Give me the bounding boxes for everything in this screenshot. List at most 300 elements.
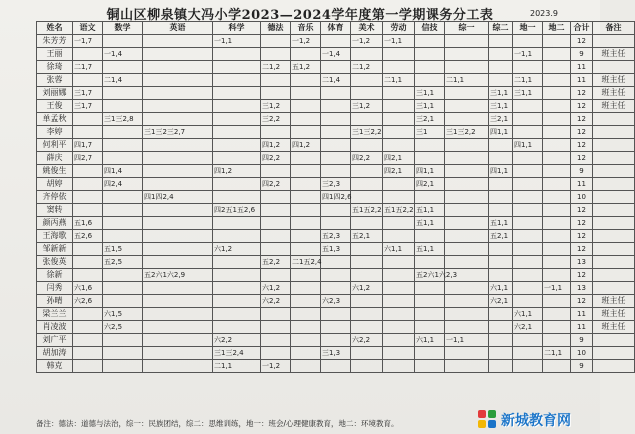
table-row [37, 243, 635, 256]
table-row [37, 282, 635, 295]
column-header: 音乐 [291, 22, 321, 35]
assignment-cell [351, 295, 383, 308]
assignment-cell [143, 204, 213, 217]
assignment-cell: 六2,1 [513, 321, 543, 334]
assignment-cell [261, 321, 291, 334]
assignment-cell [445, 87, 489, 100]
note-cell [593, 165, 635, 178]
assignment-cell [513, 269, 543, 282]
assignment-cell [103, 347, 143, 360]
assignment-cell: 六1,2 [213, 243, 261, 256]
assignment-cell: 五1,1 [415, 204, 445, 217]
assignment-cell [321, 360, 351, 373]
assignment-cell [73, 269, 103, 282]
assignment-cell [143, 243, 213, 256]
assignment-cell [321, 165, 351, 178]
assignment-cell [543, 35, 571, 48]
assignment-cell: 五1,5 [103, 243, 143, 256]
note-cell: 班主任 [593, 87, 635, 100]
teacher-name-cell: 胡加涛 [37, 347, 73, 360]
assignment-cell [543, 321, 571, 334]
assignment-cell [73, 126, 103, 139]
assignment-cell [543, 152, 571, 165]
assignment-cell [103, 282, 143, 295]
assignment-cell [143, 334, 213, 347]
assignment-cell [383, 334, 415, 347]
assignment-cell [321, 217, 351, 230]
assignment-cell [321, 61, 351, 74]
assignment-cell [415, 35, 445, 48]
note-cell [593, 360, 635, 373]
assignment-cell [73, 204, 103, 217]
assignment-cell [543, 139, 571, 152]
assignment-cell [415, 360, 445, 373]
assignment-cell [261, 230, 291, 243]
assignment-cell [445, 48, 489, 61]
assignment-cell [513, 230, 543, 243]
assignment-cell [489, 256, 513, 269]
assignment-cell: 四2,7 [73, 152, 103, 165]
assignment-cell: 六2,2 [351, 334, 383, 347]
note-cell [593, 139, 635, 152]
assignment-cell [543, 256, 571, 269]
assignment-cell: 四2,1 [383, 165, 415, 178]
table-row [37, 35, 635, 48]
assignment-cell [351, 165, 383, 178]
table-row [37, 100, 635, 113]
teacher-name-cell: 何利平 [37, 139, 73, 152]
table-row [37, 61, 635, 74]
teacher-name-cell: 窦转 [37, 204, 73, 217]
assignment-cell [321, 282, 351, 295]
assignment-cell [321, 113, 351, 126]
assignment-cell: 二1,2 [261, 61, 291, 74]
assignment-cell [513, 204, 543, 217]
assignment-cell [415, 152, 445, 165]
assignment-cell [291, 74, 321, 87]
note-cell: 班主任 [593, 295, 635, 308]
assignment-cell [489, 74, 513, 87]
assignment-cell [103, 87, 143, 100]
note-cell [593, 347, 635, 360]
teacher-name-cell: 颜丙燕 [37, 217, 73, 230]
assignment-cell [291, 48, 321, 61]
assignment-cell [213, 321, 261, 334]
column-header: 综二 [489, 22, 513, 35]
assignment-cell [543, 308, 571, 321]
assignment-cell: 四2五1五2,6 [213, 204, 261, 217]
assignment-cell [143, 48, 213, 61]
total-cell: 11 [571, 321, 593, 334]
assignment-cell [103, 360, 143, 373]
column-header: 劳动 [383, 22, 415, 35]
assignment-cell: 六1,1 [489, 282, 513, 295]
site-logo [478, 408, 598, 432]
assignment-cell [513, 295, 543, 308]
assignment-cell [321, 87, 351, 100]
assignment-cell [513, 334, 543, 347]
assignment-cell [213, 61, 261, 74]
assignment-cell: 一1,1 [213, 35, 261, 48]
total-cell: 12 [571, 139, 593, 152]
table-row [37, 360, 635, 373]
assignment-cell: 五2,1 [489, 230, 513, 243]
assignment-cell [261, 334, 291, 347]
total-cell: 11 [571, 74, 593, 87]
assignment-cell [291, 334, 321, 347]
teacher-name-cell: 王俊 [37, 100, 73, 113]
total-cell: 9 [571, 360, 593, 373]
assignment-cell: 三1三2,4 [213, 347, 261, 360]
teacher-name-cell: 徐琦 [37, 61, 73, 74]
assignment-cell [213, 113, 261, 126]
assignment-cell [543, 87, 571, 100]
assignment-cell [143, 230, 213, 243]
assignment-cell: 六2,1 [489, 295, 513, 308]
assignment-cell: 五2,1 [351, 230, 383, 243]
assignment-cell [445, 308, 489, 321]
assignment-cell: 三1,1 [415, 87, 445, 100]
assignment-cell [143, 321, 213, 334]
assignment-cell: 六2,2 [213, 334, 261, 347]
assignment-cell [143, 217, 213, 230]
assignment-cell: 四2,2 [261, 152, 291, 165]
teacher-name-cell: 邹新新 [37, 243, 73, 256]
assignment-cell [383, 100, 415, 113]
note-cell [593, 230, 635, 243]
assignment-cell [261, 347, 291, 360]
assignment-cell [103, 269, 143, 282]
assignment-cell [213, 256, 261, 269]
assignment-cell [489, 191, 513, 204]
total-cell: 12 [571, 204, 593, 217]
assignment-cell [73, 243, 103, 256]
assignment-cell: 一1,7 [73, 35, 103, 48]
assignment-cell [291, 165, 321, 178]
assignment-cell [415, 321, 445, 334]
assignment-cell [143, 360, 213, 373]
table-row [37, 321, 635, 334]
assignment-cell: 三2,3 [321, 178, 351, 191]
assignment-cell [291, 308, 321, 321]
assignment-cell [543, 48, 571, 61]
total-cell: 12 [571, 269, 593, 282]
assignment-cell [445, 178, 489, 191]
assignment-cell [513, 347, 543, 360]
assignment-cell [291, 100, 321, 113]
total-cell: 10 [571, 347, 593, 360]
table-row [37, 230, 635, 243]
total-cell: 12 [571, 87, 593, 100]
assignment-cell: 一1,4 [103, 48, 143, 61]
assignment-cell [543, 191, 571, 204]
assignment-cell [73, 48, 103, 61]
column-header: 地一 [513, 22, 543, 35]
note-cell [593, 204, 635, 217]
assignment-cell: 四1,2 [291, 139, 321, 152]
assignment-cell [383, 126, 415, 139]
assignment-cell [143, 256, 213, 269]
teacher-name-cell: 刘丽娜 [37, 87, 73, 100]
assignment-cell [103, 35, 143, 48]
assignment-cell [445, 204, 489, 217]
assignment-cell [143, 178, 213, 191]
assignment-cell: 一1,2 [261, 360, 291, 373]
assignment-cell: 三2,1 [415, 113, 445, 126]
assignment-cell [143, 139, 213, 152]
assignment-cell: 四2,1 [383, 152, 415, 165]
table-row [37, 48, 635, 61]
total-cell: 12 [571, 113, 593, 126]
assignment-cell [321, 334, 351, 347]
assignment-cell [213, 269, 261, 282]
assignment-cell: 六2,5 [103, 321, 143, 334]
assignment-cell: 一1,1 [445, 334, 489, 347]
assignment-cell [143, 100, 213, 113]
assignment-cell [383, 269, 415, 282]
assignment-cell [445, 100, 489, 113]
note-cell [593, 61, 635, 74]
assignment-cell [415, 74, 445, 87]
assignment-cell [213, 230, 261, 243]
table-row [37, 334, 635, 347]
column-header: 语文 [73, 22, 103, 35]
assignment-cell [213, 100, 261, 113]
assignment-cell [445, 152, 489, 165]
assignment-cell: 四1,1 [489, 165, 513, 178]
assignment-cell [291, 295, 321, 308]
teacher-name-cell: 王海歌 [37, 230, 73, 243]
assignment-cell [489, 243, 513, 256]
assignment-cell [513, 217, 543, 230]
note-cell: 班主任 [593, 48, 635, 61]
assignment-cell [445, 35, 489, 48]
assignment-cell [543, 230, 571, 243]
teacher-name-cell: 胡婷 [37, 178, 73, 191]
assignment-cell [143, 35, 213, 48]
assignment-cell [143, 152, 213, 165]
table-row [37, 178, 635, 191]
assignment-cell [213, 282, 261, 295]
assignment-cell: 五2六1六2,3 [415, 269, 445, 282]
assignment-cell [489, 204, 513, 217]
teacher-name-cell: 齐停依 [37, 191, 73, 204]
assignment-cell [103, 61, 143, 74]
teacher-name-cell: 韩克 [37, 360, 73, 373]
assignment-cell [291, 87, 321, 100]
assignment-cell [415, 282, 445, 295]
total-cell: 12 [571, 100, 593, 113]
assignment-cell [321, 308, 351, 321]
assignment-cell [143, 295, 213, 308]
table-row [37, 74, 635, 87]
assignment-cell [543, 360, 571, 373]
assignment-cell [351, 87, 383, 100]
assignment-cell [321, 269, 351, 282]
note-cell [593, 113, 635, 126]
assignment-cell: 五1,6 [73, 217, 103, 230]
assignment-cell: 二1,2 [351, 61, 383, 74]
assignment-cell: 二1,7 [73, 61, 103, 74]
assignment-cell [73, 178, 103, 191]
assignment-cell [261, 269, 291, 282]
assignment-cell [415, 347, 445, 360]
assignment-cell [543, 100, 571, 113]
assignment-cell [291, 269, 321, 282]
assignment-cell [445, 360, 489, 373]
assignment-cell [261, 87, 291, 100]
teacher-name-cell: 张蓉 [37, 74, 73, 87]
note-cell [593, 282, 635, 295]
assignment-cell [351, 178, 383, 191]
assignment-cell: 五1,1 [415, 217, 445, 230]
note-cell [593, 243, 635, 256]
assignment-cell [351, 269, 383, 282]
assignment-cell [489, 48, 513, 61]
teacher-name-cell: 薛庆 [37, 152, 73, 165]
assignment-cell [489, 61, 513, 74]
assignment-cell [513, 35, 543, 48]
document-date: 2023.9 [530, 9, 558, 18]
assignment-cell [415, 295, 445, 308]
assignment-cell [103, 334, 143, 347]
assignment-cell: 一1,2 [291, 35, 321, 48]
assignment-cell [489, 178, 513, 191]
assignment-cell: 二1,4 [103, 74, 143, 87]
assignment-cell: 三1,7 [73, 100, 103, 113]
teacher-name-cell: 单孟秋 [37, 113, 73, 126]
assignment-cell: 五1,2 [291, 61, 321, 74]
assignment-cell [383, 191, 415, 204]
assignment-cell: 五1五2,2 [351, 204, 383, 217]
assignment-cell [383, 48, 415, 61]
assignment-cell [73, 74, 103, 87]
table-row [37, 295, 635, 308]
assignment-cell [383, 139, 415, 152]
teacher-name-cell: 姚俊生 [37, 165, 73, 178]
assignment-cell: 三1,1 [489, 100, 513, 113]
assignment-cell [321, 139, 351, 152]
logo-mark-icon [478, 410, 498, 430]
total-cell: 13 [571, 282, 593, 295]
teacher-name-cell: 刘广平 [37, 334, 73, 347]
assignment-cell [261, 243, 291, 256]
assignment-cell [415, 139, 445, 152]
assignment-cell [213, 48, 261, 61]
assignment-cell: 六1,1 [383, 243, 415, 256]
assignment-cell [103, 100, 143, 113]
assignment-cell [73, 256, 103, 269]
assignment-cell [351, 48, 383, 61]
assignment-cell: 六2,6 [73, 295, 103, 308]
assignment-cell: 二1,1 [383, 74, 415, 87]
note-cell [593, 269, 635, 282]
assignment-cell [445, 113, 489, 126]
assignment-cell [543, 217, 571, 230]
assignment-cell: 四1,2 [213, 165, 261, 178]
assignment-cell [383, 308, 415, 321]
column-header: 备注 [593, 22, 635, 35]
assignment-cell [321, 35, 351, 48]
assignment-cell [489, 347, 513, 360]
table-row [37, 87, 635, 100]
total-cell: 12 [571, 152, 593, 165]
assignment-cell [513, 360, 543, 373]
assignment-cell [213, 87, 261, 100]
document-title: 铜山区柳泉镇大冯小学2023—2024学年度第一学期课务分工表 [106, 8, 494, 23]
assignment-cell: 三1,2 [261, 100, 291, 113]
column-header: 德法 [261, 22, 291, 35]
assignment-cell: 五2六1六2,9 [143, 269, 213, 282]
column-header: 英语 [143, 22, 213, 35]
assignment-cell [383, 87, 415, 100]
assignment-cell [415, 191, 445, 204]
footnote: 备注：德法：道德与法治，综一：民族团结，综二：思维训练，地一：班会/心理健康教育，地二：环境教育。 [36, 419, 399, 428]
assignment-cell: 六2,2 [261, 295, 291, 308]
assignment-cell: 四2,2 [351, 152, 383, 165]
assignment-cell [383, 360, 415, 373]
assignment-cell: 二1五2,4 [291, 256, 321, 269]
assignment-cell [351, 360, 383, 373]
assignment-cell [543, 113, 571, 126]
assignment-cell: 四1四2,4 [143, 191, 213, 204]
assignment-cell [383, 347, 415, 360]
total-cell: 12 [571, 295, 593, 308]
assignment-cell [73, 334, 103, 347]
assignment-cell [143, 113, 213, 126]
assignment-cell: 六2,3 [321, 295, 351, 308]
teacher-name-cell: 王丽 [37, 48, 73, 61]
assignment-cell: 五2,3 [321, 230, 351, 243]
teacher-name-cell: 李婷 [37, 126, 73, 139]
assignment-cell [143, 165, 213, 178]
column-header: 科学 [213, 22, 261, 35]
assignment-cell [445, 165, 489, 178]
assignment-cell: 三1,1 [489, 87, 513, 100]
assignment-cell: 一1,1 [543, 282, 571, 295]
assignment-cell [513, 126, 543, 139]
assignment-cell [291, 178, 321, 191]
table-row [37, 347, 635, 360]
note-cell [593, 191, 635, 204]
assignment-cell [543, 165, 571, 178]
assignment-cell [291, 243, 321, 256]
assignment-cell [291, 321, 321, 334]
assignment-cell [513, 61, 543, 74]
assignment-cell: 三1,7 [73, 87, 103, 100]
assignment-cell [543, 74, 571, 87]
assignment-cell: 四1,1 [415, 165, 445, 178]
assignment-cell: 三1,1 [513, 87, 543, 100]
assignment-cell [291, 347, 321, 360]
assignment-cell [383, 321, 415, 334]
assignment-cell [543, 243, 571, 256]
assignment-cell [261, 35, 291, 48]
assignment-cell [383, 282, 415, 295]
assignment-cell [445, 282, 489, 295]
assignment-cell [351, 139, 383, 152]
total-cell: 13 [571, 256, 593, 269]
assignment-cell [213, 126, 261, 139]
assignment-cell: 四2,1 [415, 178, 445, 191]
assignment-cell [445, 191, 489, 204]
assignment-cell [261, 308, 291, 321]
assignment-cell: 二1,1 [543, 347, 571, 360]
teacher-name-cell: 肖凌波 [37, 321, 73, 334]
table-row [37, 113, 635, 126]
note-cell [593, 178, 635, 191]
assignment-cell: 六1,1 [415, 334, 445, 347]
